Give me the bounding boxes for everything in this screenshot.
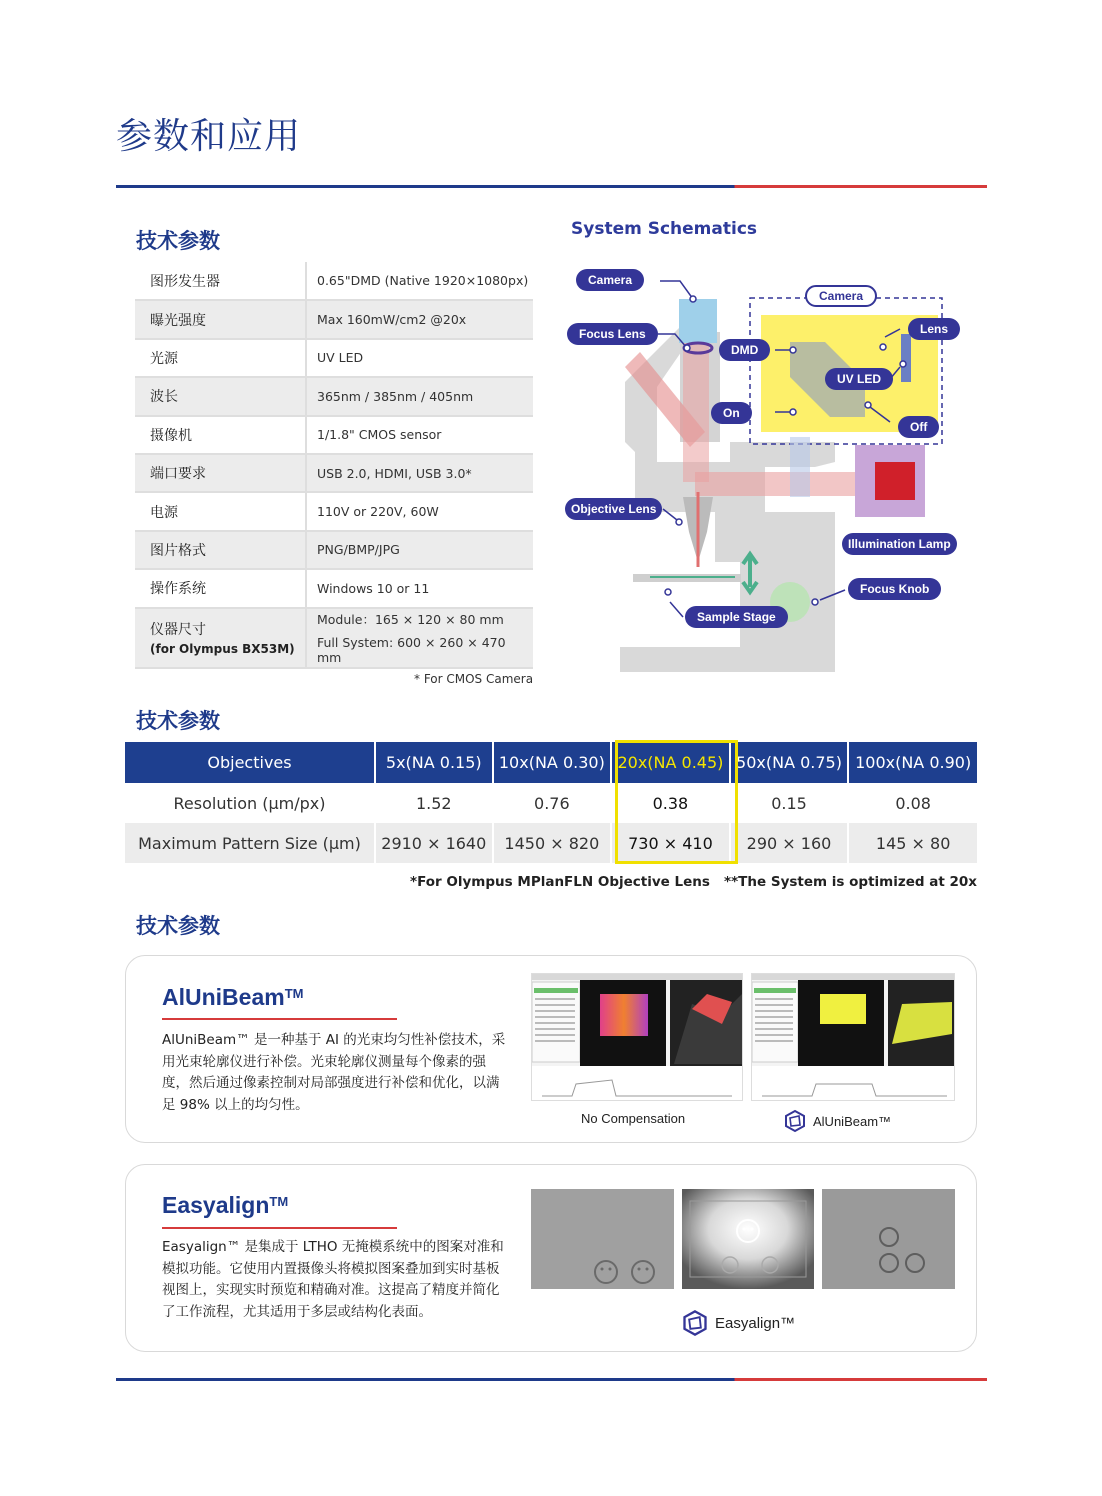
label-camera-module: Camera bbox=[805, 285, 877, 307]
caption-easyalign bbox=[681, 1309, 795, 1337]
size-full-system: Full System: 600 × 260 × 470 mm bbox=[317, 635, 506, 666]
no-compensation-image bbox=[532, 974, 743, 1101]
easyalign-description: Easyalign™ 是集成于 LTHO 无掩模系统中的图案对准和模拟功能。它使用内置摄像头将模拟图案叠加到实时基板视图上，实现实时预览和精确对准。这提高了精度并简化了工作流程，尤其适用于多层或结构化表面。 bbox=[162, 1239, 504, 1320]
caption-alunibeam bbox=[783, 1109, 891, 1133]
spec-value: Windows 10 or 11 bbox=[306, 569, 533, 607]
table-cell: 145 × 80 bbox=[848, 823, 977, 863]
spec-value: USB 2.0, HDMI, USB 3.0* bbox=[306, 454, 533, 492]
spec-row bbox=[135, 416, 533, 454]
alunibeam-title bbox=[162, 984, 303, 1011]
table-cell: 0.08 bbox=[895, 793, 931, 813]
align-photo-3 bbox=[822, 1189, 955, 1289]
module-beam bbox=[790, 437, 810, 497]
easyalign-title-text: Easyalign bbox=[162, 1192, 270, 1218]
label-off: Off bbox=[898, 416, 939, 438]
spec-key: 电源 bbox=[135, 492, 306, 530]
spec-row-size bbox=[135, 608, 533, 668]
objectives-footnote: *For Olympus MPlanFLN Objective Lens **The System is optimized at 20x bbox=[410, 874, 977, 890]
header-cell: 100x(NA 0.90) bbox=[848, 742, 977, 783]
easyalign-card bbox=[125, 1164, 977, 1352]
module-lens bbox=[901, 334, 911, 382]
label-on: On bbox=[711, 402, 752, 424]
easyalign-rule bbox=[162, 1227, 397, 1229]
schematic-title: System Schematics bbox=[571, 219, 758, 239]
alunibeam-result-image bbox=[752, 974, 955, 1101]
label-focus-knob: Focus Knob bbox=[848, 578, 941, 600]
spec-value bbox=[306, 608, 533, 668]
camera-shape bbox=[679, 299, 717, 343]
label-sample-stage: Sample Stage bbox=[685, 606, 788, 628]
spec-key: 曝光强度 bbox=[135, 300, 306, 338]
spec-row bbox=[135, 492, 533, 530]
spec-value: 110V or 220V, 60W bbox=[306, 492, 533, 530]
table-cell: 1.52 bbox=[375, 783, 493, 823]
spec-key: 图片格式 bbox=[135, 531, 306, 569]
caption-easyalign-text: Easyalign™ bbox=[715, 1314, 796, 1332]
spec-value: 1/1.8" CMOS sensor bbox=[306, 416, 533, 454]
spec-value: PNG/BMP/JPG bbox=[306, 531, 533, 569]
page-title: 参数和应用 bbox=[116, 116, 302, 157]
spec-heading: 技术参数 bbox=[136, 229, 220, 253]
lamp-red bbox=[875, 462, 915, 500]
spec-value: UV LED bbox=[306, 339, 533, 377]
spec-key: 端口要求 bbox=[135, 454, 306, 492]
alunibeam-title-text: AlUniBeam bbox=[162, 984, 285, 1010]
spec-row bbox=[135, 531, 533, 569]
table-cell: 1450 × 820 bbox=[493, 823, 612, 863]
header-cell: 5x(NA 0.15) bbox=[375, 742, 493, 783]
alunibeam-logo-icon bbox=[783, 1109, 807, 1133]
objectives-header-row bbox=[125, 742, 977, 783]
size-key-sub: (for Olympus BX53M) bbox=[150, 642, 295, 657]
row-label: Maximum Pattern Size (μm) bbox=[125, 823, 375, 863]
alunibeam-screenshot bbox=[751, 973, 955, 1101]
label-lens: Lens bbox=[908, 318, 960, 340]
easyalign-title bbox=[162, 1192, 288, 1219]
spec-key: 操作系统 bbox=[135, 569, 306, 607]
align-photo-1 bbox=[531, 1189, 674, 1289]
no-compensation-screenshot bbox=[531, 973, 743, 1101]
align-photo-2 bbox=[682, 1189, 814, 1289]
table-cell-highlight: 0.38 bbox=[611, 783, 730, 823]
bottom-divider bbox=[116, 1378, 987, 1381]
red-path-vertical bbox=[683, 342, 709, 482]
red-path-horizontal bbox=[695, 472, 855, 496]
spec-row bbox=[135, 339, 533, 377]
spec-key: 波长 bbox=[135, 377, 306, 415]
spec-key: 摄像机 bbox=[135, 416, 306, 454]
caption-alunibeam-text: AlUniBeam™ bbox=[813, 1113, 892, 1129]
label-objective-lens: Objective Lens bbox=[565, 498, 662, 520]
spec-row bbox=[135, 300, 533, 338]
easyalign-logo-icon bbox=[681, 1309, 709, 1337]
alunibeam-description: AlUniBeam™ 是一种基于 AI 的光束均匀性补偿技术，采用光束轮廓仪进行补偿。光束轮廓仪测量每个像素的强度，然后通过像素控制对局部强度进行补偿和优化，以满足 98% 以上的均匀性。 bbox=[162, 1032, 506, 1113]
header-cell: 10x(NA 0.30) bbox=[493, 742, 612, 783]
spec-table bbox=[135, 262, 533, 669]
label-dmd: DMD bbox=[719, 339, 770, 361]
row-label: Resolution (μm/px) bbox=[125, 783, 375, 823]
spec-value: Max 160mW/cm2 @20x bbox=[306, 300, 533, 338]
spec-row bbox=[135, 377, 533, 415]
label-uv-led: UV LED bbox=[825, 368, 893, 390]
table-cell: 0.15 bbox=[730, 783, 849, 823]
spec-row bbox=[135, 569, 533, 607]
tm-mark: TM bbox=[269, 1194, 289, 1209]
spec-key bbox=[135, 608, 306, 668]
table-cell-highlight: 730 × 410 bbox=[611, 823, 730, 863]
spec-value: 365nm / 385nm / 405nm bbox=[306, 377, 533, 415]
highlight-20x-box bbox=[615, 740, 738, 864]
table-row bbox=[125, 783, 977, 823]
table-row bbox=[125, 823, 977, 863]
label-illumination-lamp: Illumination Lamp bbox=[842, 533, 957, 555]
objectives-table bbox=[125, 742, 977, 863]
top-divider bbox=[116, 185, 987, 188]
table-cell: 290 × 160 bbox=[730, 823, 849, 863]
label-focus-lens: Focus Lens bbox=[567, 323, 658, 345]
alunibeam-card bbox=[125, 955, 977, 1143]
features-heading: 技术参数 bbox=[136, 914, 220, 938]
smiley-photo-2 bbox=[682, 1189, 814, 1289]
label-camera: Camera bbox=[576, 269, 644, 291]
alunibeam-rule bbox=[162, 1018, 397, 1020]
smiley-photo-3 bbox=[822, 1189, 955, 1289]
spec-value: 0.65"DMD (Native 1920×1080px) bbox=[306, 262, 533, 300]
tm-mark: TM bbox=[284, 986, 304, 1001]
smiley-photo-1 bbox=[531, 1189, 674, 1289]
header-cell: 50x(NA 0.75) bbox=[730, 742, 849, 783]
caption-no-compensation: No Compensation bbox=[581, 1111, 686, 1126]
spec-key: 图形发生器 bbox=[135, 262, 306, 300]
size-module: Module：165 × 120 × 80 mm bbox=[317, 612, 504, 628]
size-key: 仪器尺寸 bbox=[150, 622, 206, 639]
system-schematic bbox=[565, 262, 985, 682]
table-cell: 2910 × 1640 bbox=[375, 823, 493, 863]
objectives-heading: 技术参数 bbox=[136, 709, 220, 733]
spec-row bbox=[135, 454, 533, 492]
spec-row bbox=[135, 262, 533, 300]
header-cell-highlight: 20x(NA 0.45) bbox=[611, 742, 730, 783]
table-cell: 0.76 bbox=[493, 783, 612, 823]
spec-footnote: * For CMOS Camera bbox=[414, 672, 534, 686]
spec-key: 光源 bbox=[135, 339, 306, 377]
header-cell: Objectives bbox=[125, 742, 375, 783]
